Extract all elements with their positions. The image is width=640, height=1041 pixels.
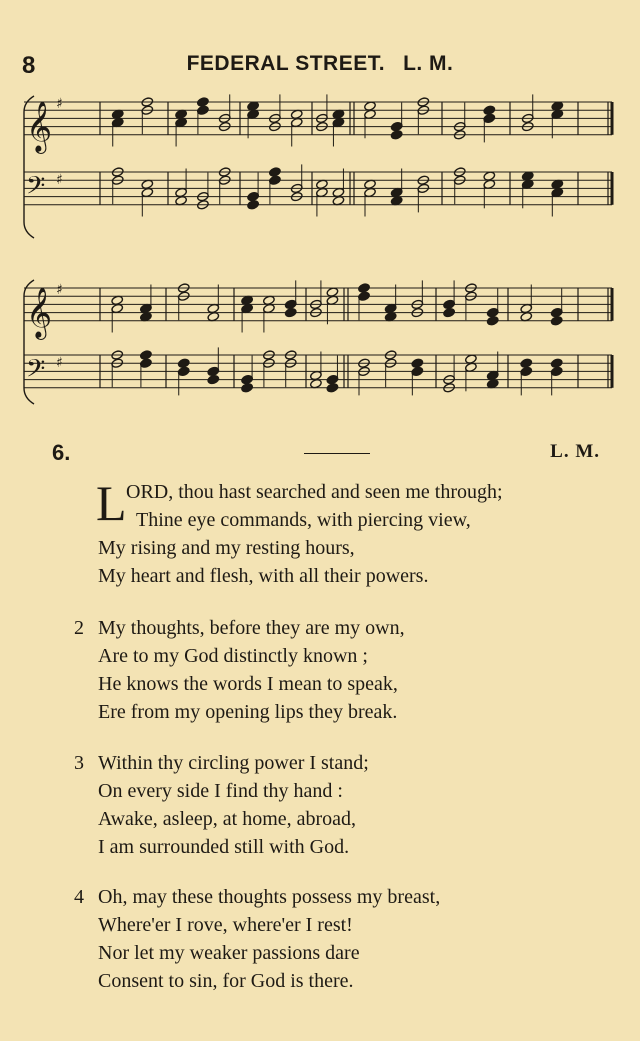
note-head bbox=[486, 316, 499, 326]
bass-clef-icon: 𝄢 bbox=[26, 171, 46, 207]
stanza-line: My thoughts, before they are my own, bbox=[98, 617, 405, 639]
stanza-line: He knows the words I mean to speak, bbox=[98, 673, 398, 695]
stanza-line: Nor let my weaker passions dare bbox=[98, 942, 360, 964]
stanza-line: My heart and flesh, with all their powers. bbox=[98, 565, 429, 587]
note-head bbox=[390, 121, 403, 131]
stanza-line: I am surrounded still with God. bbox=[98, 836, 350, 858]
note-head bbox=[486, 307, 499, 317]
note-head bbox=[390, 130, 403, 140]
treble-clef-icon: 𝄞 bbox=[26, 286, 53, 338]
note-head bbox=[483, 105, 496, 115]
note-head bbox=[358, 283, 371, 293]
note-head bbox=[358, 291, 371, 301]
tune-meter: L. M. bbox=[403, 52, 454, 75]
page-number: 8 bbox=[22, 52, 36, 79]
sharp-icon: ♯ bbox=[56, 172, 63, 189]
note-head bbox=[411, 358, 424, 368]
stanza-line: Where'er I rove, where'er I rest! bbox=[98, 914, 353, 936]
tune-name: FEDERAL STREET. bbox=[186, 52, 386, 75]
sharp-icon: ♯ bbox=[56, 282, 63, 298]
stanza-line: Within thy circling power I stand; bbox=[98, 752, 369, 774]
sharp-icon: ♯ bbox=[56, 355, 63, 372]
stanza-line: Are to my God distinctly known ; bbox=[98, 645, 368, 667]
note-head bbox=[483, 113, 496, 123]
note-head bbox=[443, 299, 456, 309]
stanza-line: Awake, asleep, at home, abroad, bbox=[98, 808, 357, 830]
verse-number: 3 bbox=[74, 752, 84, 774]
treble-clef-icon: 𝄞 bbox=[26, 100, 53, 152]
note-head bbox=[197, 97, 210, 107]
note-head bbox=[550, 316, 563, 326]
sharp-icon: ♯ bbox=[56, 96, 63, 112]
note-head bbox=[241, 374, 254, 384]
dropcap-letter: L bbox=[96, 475, 127, 531]
note-head bbox=[197, 105, 210, 115]
note-head bbox=[269, 167, 282, 177]
stanza-line: Ere from my opening lips they break. bbox=[98, 701, 398, 723]
stanza-line: My rising and my resting hours, bbox=[98, 537, 355, 559]
verse-number: 2 bbox=[74, 617, 84, 639]
note-head bbox=[177, 366, 190, 376]
note-head bbox=[140, 358, 153, 368]
note-head bbox=[520, 358, 533, 368]
stanza-line: Oh, may these thoughts possess my breast, bbox=[98, 886, 441, 908]
note-head bbox=[550, 366, 563, 376]
hymn-number: 6. bbox=[52, 440, 71, 465]
stanza-line: Thine eye commands, with piercing view, bbox=[136, 509, 471, 531]
note-head bbox=[550, 307, 563, 317]
note-head bbox=[411, 366, 424, 376]
note-head bbox=[326, 374, 339, 384]
note-head bbox=[247, 191, 260, 201]
music-score bbox=[0, 0, 640, 430]
hymn-divider bbox=[304, 453, 370, 454]
note-head bbox=[241, 383, 254, 393]
bass-clef-icon: 𝄢 bbox=[26, 354, 46, 390]
note-head bbox=[520, 366, 533, 376]
note-head bbox=[247, 200, 260, 210]
note-head bbox=[443, 307, 456, 317]
note-head bbox=[177, 358, 190, 368]
note-head bbox=[269, 175, 282, 185]
note-head bbox=[550, 358, 563, 368]
note-head bbox=[326, 383, 339, 393]
verse-number: 4 bbox=[74, 886, 84, 908]
note-head bbox=[140, 350, 153, 360]
note-head bbox=[284, 307, 297, 317]
stanza-line: Consent to sin, for God is there. bbox=[98, 970, 354, 992]
stanza-line: ORD, thou hast searched and seen me through; bbox=[126, 481, 503, 503]
note-head bbox=[207, 366, 220, 376]
stanza-line: On every side I find thy hand : bbox=[98, 780, 343, 802]
note-head bbox=[207, 374, 220, 384]
hymn-meter: L. M. bbox=[550, 441, 600, 462]
note-head bbox=[284, 299, 297, 309]
